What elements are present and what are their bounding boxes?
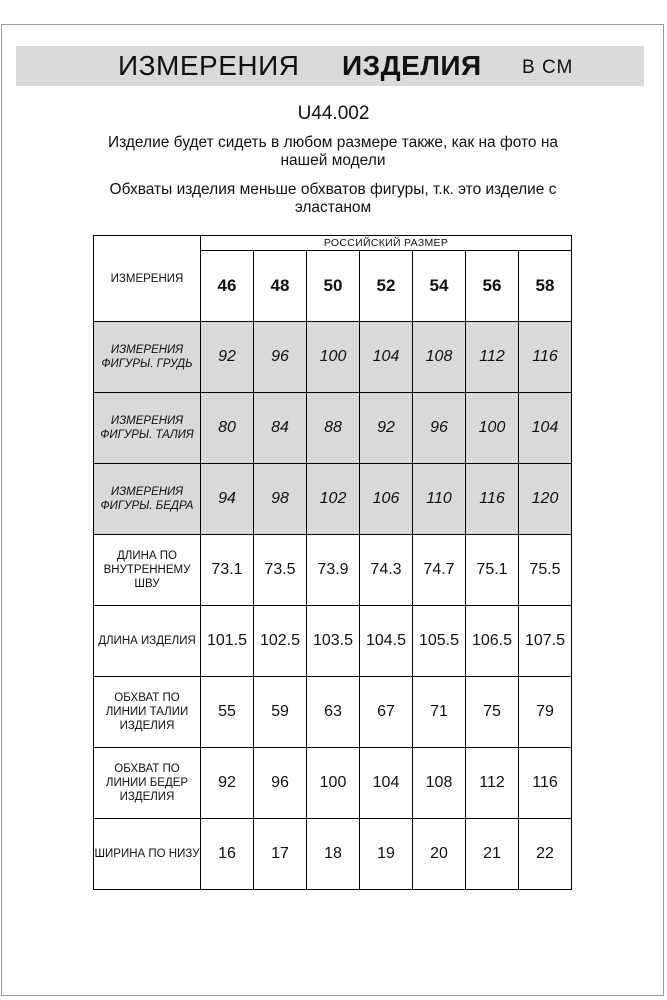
table-cell: 20 (413, 819, 466, 890)
corner-label: ИЗМЕРЕНИЯ (94, 236, 201, 322)
row-label: ИЗМЕРЕНИЯ ФИГУРЫ. ГРУДЬ (94, 322, 201, 393)
size-header: 54 (413, 251, 466, 322)
table-cell: 92 (360, 393, 413, 464)
title-word-units: В СМ (522, 57, 574, 78)
table-cell: 96 (413, 393, 466, 464)
table-row (94, 748, 572, 819)
table-row (94, 606, 572, 677)
table-cell: 105.5 (413, 606, 466, 677)
table-cell: 73.5 (254, 535, 307, 606)
table-cell: 73.9 (307, 535, 360, 606)
table-cell: 84 (254, 393, 307, 464)
table-cell: 110 (413, 464, 466, 535)
table-cell: 107.5 (519, 606, 572, 677)
table-cell: 80 (201, 393, 254, 464)
article-number: U44.002 (297, 103, 370, 124)
table-row (94, 322, 572, 393)
row-label: ОБХВАТ ПО ЛИНИИ БЕДЕР ИЗДЕЛИЯ (94, 748, 201, 819)
table-cell: 116 (519, 322, 572, 393)
size-header: 50 (307, 251, 360, 322)
table-cell: 106 (360, 464, 413, 535)
table-cell: 75.5 (519, 535, 572, 606)
elastane-note: Обхваты изделия меньше обхватов фигуры, т.к. это изделие с эластаном (109, 181, 557, 216)
russian-size-header: РОССИЙСКИЙ РАЗМЕР (201, 236, 572, 251)
table-cell: 98 (254, 464, 307, 535)
title-word-product: ИЗДЕЛИЯ (342, 50, 482, 81)
table-cell: 96 (254, 322, 307, 393)
table-cell: 74.3 (360, 535, 413, 606)
table-cell: 102 (307, 464, 360, 535)
table-row (94, 464, 572, 535)
row-label: ШИРИНА ПО НИЗУ (94, 819, 201, 890)
table-cell: 55 (201, 677, 254, 748)
table-cell: 108 (413, 748, 466, 819)
table-cell: 16 (201, 819, 254, 890)
table-cell: 79 (519, 677, 572, 748)
table-cell: 74.7 (413, 535, 466, 606)
table-cell: 96 (254, 748, 307, 819)
table-cell: 92 (201, 322, 254, 393)
table-cell: 100 (466, 393, 519, 464)
table-row (94, 393, 572, 464)
size-header: 58 (519, 251, 572, 322)
table-cell: 103.5 (307, 606, 360, 677)
table-row (94, 819, 572, 890)
table-cell: 71 (413, 677, 466, 748)
table-cell: 94 (201, 464, 254, 535)
table-cell: 21 (466, 819, 519, 890)
table-cell: 59 (254, 677, 307, 748)
size-header: 56 (466, 251, 519, 322)
table-cell: 104.5 (360, 606, 413, 677)
size-header: 52 (360, 251, 413, 322)
table-cell: 17 (254, 819, 307, 890)
table-cell: 102.5 (254, 606, 307, 677)
table-cell: 18 (307, 819, 360, 890)
table-cell: 75 (466, 677, 519, 748)
table-cell: 100 (307, 322, 360, 393)
table-cell: 108 (413, 322, 466, 393)
row-label: ОБХВАТ ПО ЛИНИИ ТАЛИИ ИЗДЕЛИЯ (94, 677, 201, 748)
table-cell: 116 (466, 464, 519, 535)
table-cell: 120 (519, 464, 572, 535)
table-cell: 73.1 (201, 535, 254, 606)
table-cell: 106.5 (466, 606, 519, 677)
table-cell: 100 (307, 748, 360, 819)
table-row (94, 677, 572, 748)
table-cell: 88 (307, 393, 360, 464)
table-cell: 92 (201, 748, 254, 819)
table-cell: 19 (360, 819, 413, 890)
row-label: ИЗМЕРЕНИЯ ФИГУРЫ. ТАЛИЯ (94, 393, 201, 464)
title-word-measurements: ИЗМЕРЕНИЯ (118, 50, 300, 81)
size-header: 46 (201, 251, 254, 322)
table-cell: 104 (519, 393, 572, 464)
table-cell: 75.1 (466, 535, 519, 606)
table-cell: 63 (307, 677, 360, 748)
size-header: 48 (254, 251, 307, 322)
table-cell: 22 (519, 819, 572, 890)
table-row (94, 535, 572, 606)
row-label: ДЛИНА ПО ВНУТРЕННЕМУ ШВУ (94, 535, 201, 606)
table-cell: 104 (360, 322, 413, 393)
table-cell: 104 (360, 748, 413, 819)
fit-note: Изделие будет сидеть в любом размере также, как на фото на нашей модели (107, 134, 559, 169)
row-label: ДЛИНА ИЗДЕЛИЯ (94, 606, 201, 677)
table-cell: 112 (466, 748, 519, 819)
table-cell: 101.5 (201, 606, 254, 677)
table-cell: 116 (519, 748, 572, 819)
size-table (93, 235, 572, 890)
table-cell: 112 (466, 322, 519, 393)
table-cell: 67 (360, 677, 413, 748)
row-label: ИЗМЕРЕНИЯ ФИГУРЫ. БЕДРА (94, 464, 201, 535)
